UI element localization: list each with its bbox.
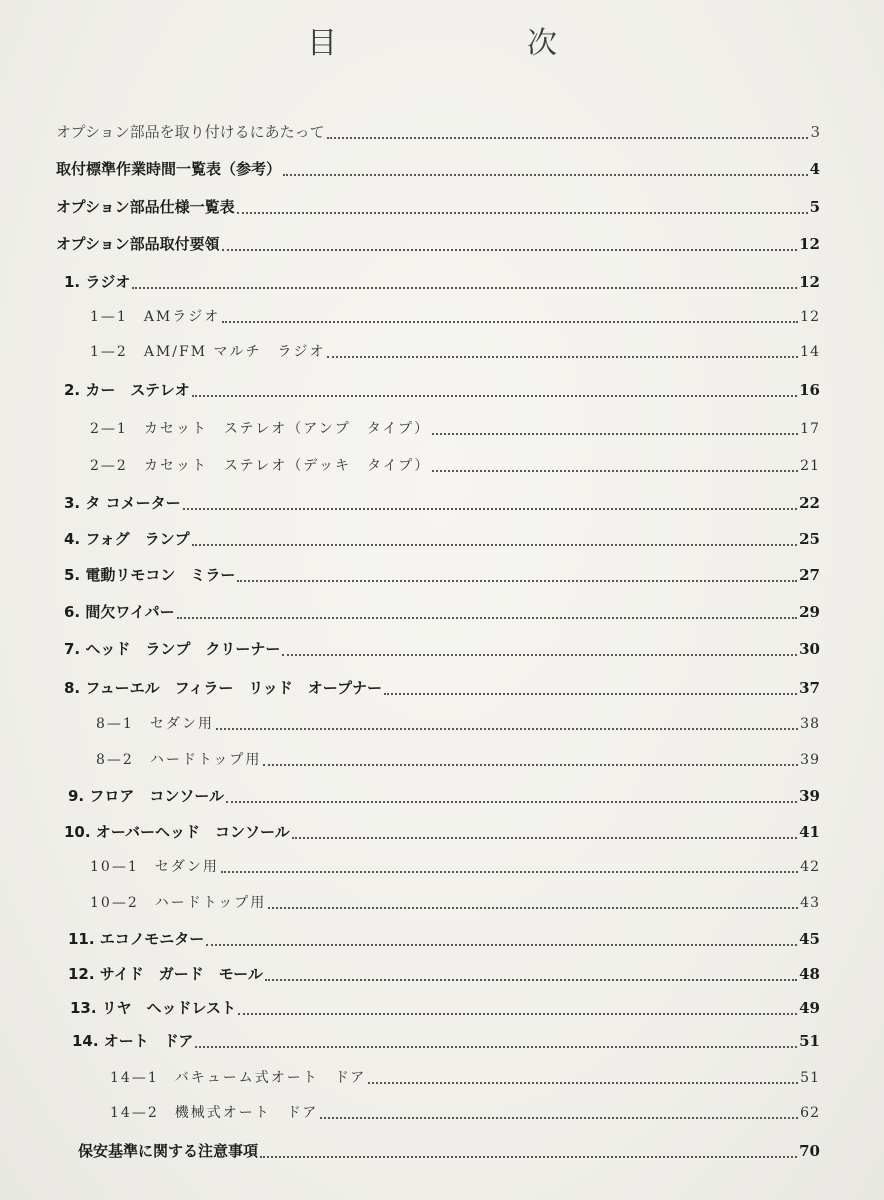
toc-leader-dots — [132, 287, 797, 289]
page-title: 目 次 — [307, 26, 637, 61]
toc-leader-dots — [432, 470, 798, 472]
toc-leader-dots — [216, 728, 798, 730]
toc-entry-page: 27 — [799, 566, 820, 584]
toc-entry-label: 取付標準作業時間一覧表（参考） — [56, 160, 282, 178]
toc-entry-label: オプション部品を取り付けるにあたって — [56, 123, 325, 141]
toc-entry-page: 21 — [800, 458, 820, 474]
toc-entry-page: 37 — [799, 679, 820, 697]
toc-entry — [64, 528, 820, 549]
toc-entry-page: 25 — [799, 530, 820, 548]
toc-entry — [56, 158, 820, 179]
toc-entry-page: 51 — [800, 1070, 820, 1086]
toc-entry-label: 14. オート ドア — [72, 1032, 194, 1050]
toc-leader-dots — [260, 1156, 797, 1158]
toc-entry-page: 4 — [809, 160, 820, 178]
toc-entry-page: 12 — [800, 309, 820, 325]
toc-entry-page: 30 — [799, 640, 820, 658]
toc-entry-page: 3 — [810, 123, 820, 141]
toc-entry — [90, 306, 820, 326]
toc-entry-page: 48 — [799, 965, 820, 983]
toc-entry-label: 10—2 ハードトップ用 — [90, 895, 267, 911]
toc-entry — [68, 928, 820, 949]
toc-entry-label: 6. 間欠ワイパー — [64, 603, 175, 621]
toc-entry — [64, 638, 820, 659]
toc-entry — [64, 492, 820, 513]
toc-entry — [72, 1030, 820, 1051]
toc-leader-dots — [238, 1013, 797, 1015]
toc-entry — [78, 1140, 820, 1161]
toc-entry-page: 29 — [799, 603, 820, 621]
toc-entry — [96, 749, 820, 769]
toc-entry-label: 3. タ コメーター — [64, 494, 181, 512]
toc-entry-label: 7. ヘッド ランプ クリーナー — [64, 640, 281, 658]
toc-leader-dots — [282, 654, 797, 656]
toc-entry-label: 4. フォグ ランプ — [64, 530, 190, 548]
toc-leader-dots — [221, 871, 798, 873]
toc-leader-dots — [268, 907, 798, 909]
toc-entry-label: 12. サイド ガード モール — [68, 965, 263, 983]
toc-entry — [90, 856, 820, 876]
toc-entry — [56, 121, 820, 142]
toc-entry-page: 42 — [800, 859, 820, 875]
toc-entry — [90, 418, 820, 438]
toc-leader-dots — [192, 395, 797, 397]
toc-entry-page: 41 — [799, 823, 820, 841]
toc-leader-dots — [327, 137, 809, 139]
toc-entry-page: 39 — [799, 787, 820, 805]
toc-entry-label: 8—2 ハードトップ用 — [96, 752, 262, 768]
toc-entry-page: 17 — [800, 421, 820, 437]
toc-leader-dots — [265, 979, 797, 981]
toc-entry — [70, 997, 820, 1018]
toc-entry-label: 10. オーバーヘッド コンソール — [64, 823, 290, 841]
toc-entry-label: 保安基準に関する注意事項 — [78, 1142, 259, 1160]
toc-entry — [64, 601, 820, 622]
toc-entry-label: 14—2 機械式オート ドア — [110, 1105, 319, 1121]
toc-leader-dots — [237, 580, 797, 582]
toc-entry-page: 5 — [809, 198, 820, 216]
toc-entry — [68, 963, 820, 984]
toc-entry-label: 10—1 セダン用 — [90, 859, 219, 875]
toc-leader-dots — [222, 321, 798, 323]
toc-entry-page: 38 — [800, 716, 820, 732]
toc-entry-page: 12 — [799, 235, 820, 253]
toc-entry-label: 8. フューエル フィラー リッド オープナー — [64, 679, 383, 697]
toc-entry-page: 16 — [799, 381, 820, 399]
toc-leader-dots — [320, 1117, 798, 1119]
toc-entry-page: 14 — [800, 344, 820, 360]
toc-leader-dots — [177, 617, 798, 619]
toc-leader-dots — [226, 801, 797, 803]
toc-entry-label: 1. ラジオ — [64, 273, 131, 291]
toc-entry-label: オプション部品仕様一覧表 — [56, 198, 235, 216]
toc-entry-page: 51 — [799, 1032, 820, 1050]
toc-entry — [96, 713, 820, 733]
toc-leader-dots — [263, 764, 798, 766]
toc-leader-dots — [432, 433, 798, 435]
toc-leader-dots — [292, 837, 797, 839]
toc-entry-label: 1—1 AMラジオ — [90, 309, 221, 325]
toc-entry-page: 12 — [799, 273, 820, 291]
toc-entry — [68, 785, 820, 806]
toc-leader-dots — [192, 544, 798, 546]
toc-entry — [90, 892, 820, 912]
toc-entry-label: 2—2 カセット ステレオ（デッキ タイプ） — [90, 458, 431, 474]
toc-entry-label: 9. フロア コンソール — [68, 787, 225, 805]
toc-entry-page: 49 — [799, 999, 820, 1017]
toc-entry-label: 14—1 バキューム式オート ドア — [110, 1070, 367, 1086]
toc-entry-page: 62 — [800, 1105, 820, 1121]
toc-leader-dots — [368, 1082, 798, 1084]
toc-entry-label: 13. リヤ ヘッドレスト — [70, 999, 237, 1017]
toc-entry-page: 70 — [799, 1142, 820, 1160]
toc-leader-dots — [206, 944, 797, 946]
toc-entry-page: 45 — [799, 930, 820, 948]
toc-leader-dots — [222, 249, 797, 251]
toc-entry — [110, 1067, 820, 1087]
toc-entry — [90, 341, 820, 361]
toc-entry-label: 1—2 AM/FM マルチ ラジオ — [90, 344, 326, 360]
toc-entry-label: 11. エコノモニター — [68, 930, 205, 948]
toc-leader-dots — [237, 212, 808, 214]
toc-entry-label: 5. 電動リモコン ミラー — [64, 566, 236, 584]
toc-entry-page: 22 — [799, 494, 820, 512]
toc-entry-page: 39 — [800, 752, 820, 768]
toc-entry — [90, 455, 820, 475]
toc-entry — [64, 821, 820, 842]
toc-entry — [56, 233, 820, 254]
toc-entry-label: 2—1 カセット ステレオ（アンプ タイプ） — [90, 421, 431, 437]
toc-entry-label: 2. カー ステレオ — [64, 381, 190, 399]
toc-leader-dots — [283, 174, 808, 176]
toc-entry — [64, 677, 820, 698]
toc-entry — [64, 564, 820, 585]
toc-leader-dots — [195, 1046, 797, 1048]
toc-entry — [110, 1102, 820, 1122]
toc-entry-label: オプション部品取付要領 — [56, 235, 220, 253]
toc-entry — [64, 271, 820, 292]
toc-leader-dots — [183, 508, 798, 510]
toc-leader-dots — [327, 356, 798, 358]
toc-leader-dots — [384, 693, 797, 695]
toc-entry — [56, 196, 820, 217]
toc-entry-label: 8—1 セダン用 — [96, 716, 214, 732]
toc-entry — [64, 379, 820, 400]
toc-entry-page: 43 — [800, 895, 820, 911]
